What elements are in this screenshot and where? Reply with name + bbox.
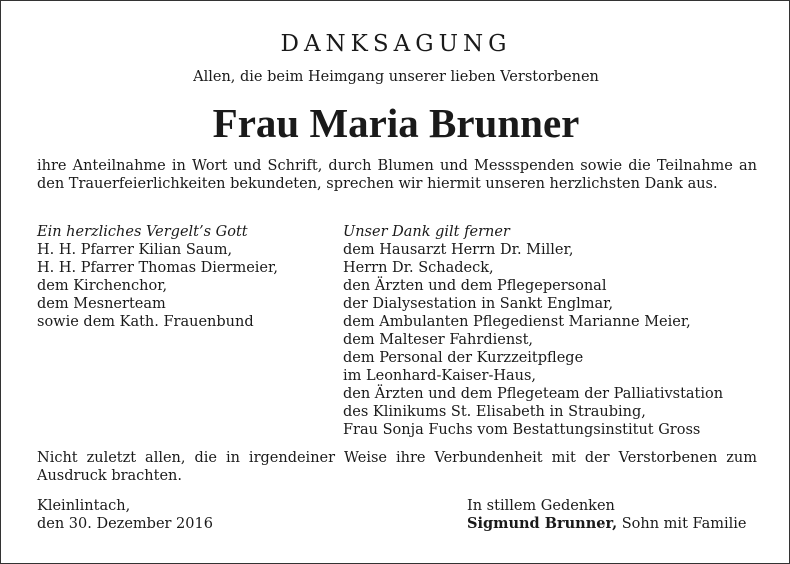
- deceased-name: Frau Maria Brunner: [212, 100, 580, 146]
- left-column-heading: Ein herzliches Vergelt’s Gott: [37, 224, 248, 240]
- right-column-heading: Unser Dank gilt ferner: [343, 224, 510, 240]
- thanks-paragraph: ihre Anteilnahme in Wort und Schrift, durch Blumen und Messspenden sowie die Teilnahme an den Trauerfeierlichkeiten bekundeten, sprechen wir hiermit unseren herzlichsten Dank aus.: [37, 158, 757, 192]
- right-column-line: des Klinikums St. Elisabeth in Straubing,: [343, 404, 646, 420]
- right-column-line: den Ärzten und dem Pflegepersonal: [343, 278, 607, 294]
- left-column-line: H. H. Pfarrer Kilian Saum,: [37, 242, 233, 258]
- intro-line: Allen, die beim Heimgang unserer lieben Verstorbenen: [193, 69, 599, 85]
- place: Kleinlintach,: [37, 498, 131, 514]
- right-column-line: den Ärzten und dem Pflegeteam der Palliativstation: [343, 386, 724, 402]
- notice-heading: DANKSAGUNG: [280, 31, 512, 57]
- date: den 30. Dezember 2016: [37, 516, 213, 532]
- right-column-line: dem Hausarzt Herrn Dr. Miller,: [343, 242, 574, 258]
- right-column-line: Frau Sonja Fuchs vom Bestattungsinstitut Gross: [343, 422, 701, 438]
- right-column-line: im Leonhard-Kaiser-Haus,: [343, 368, 537, 384]
- left-column-line: sowie dem Kath. Frauenbund: [37, 314, 254, 330]
- closing-phrase: In stillem Gedenken: [467, 498, 615, 514]
- left-column-line: dem Mesnerteam: [37, 296, 166, 312]
- place-date-block: [37, 497, 213, 533]
- left-column-line: dem Kirchenchor,: [37, 278, 168, 294]
- left-thanks-column: [37, 223, 327, 331]
- signer-line: [467, 515, 746, 533]
- signer-name: Sigmund Brunner,: [467, 515, 618, 532]
- right-column-line: dem Ambulanten Pflegedienst Marianne Meier,: [343, 314, 691, 330]
- signature-block: [467, 497, 746, 533]
- right-column-line: Herrn Dr. Schadeck,: [343, 260, 494, 276]
- closing-paragraph: Nicht zuletzt allen, die in irgendeiner Weise ihre Verbundenheit mit der Verstorbenen zum Ausdruck brachten.: [37, 450, 757, 484]
- left-column-line: H. H. Pfarrer Thomas Diermeier,: [37, 260, 278, 276]
- signer-suffix: Sohn mit Familie: [617, 516, 747, 532]
- right-thanks-column: [343, 223, 763, 439]
- right-column-line: dem Personal der Kurzzeitpflege: [343, 350, 584, 366]
- right-column-line: dem Malteser Fahrdienst,: [343, 332, 534, 348]
- right-column-line: der Dialysestation in Sankt Englmar,: [343, 296, 614, 312]
